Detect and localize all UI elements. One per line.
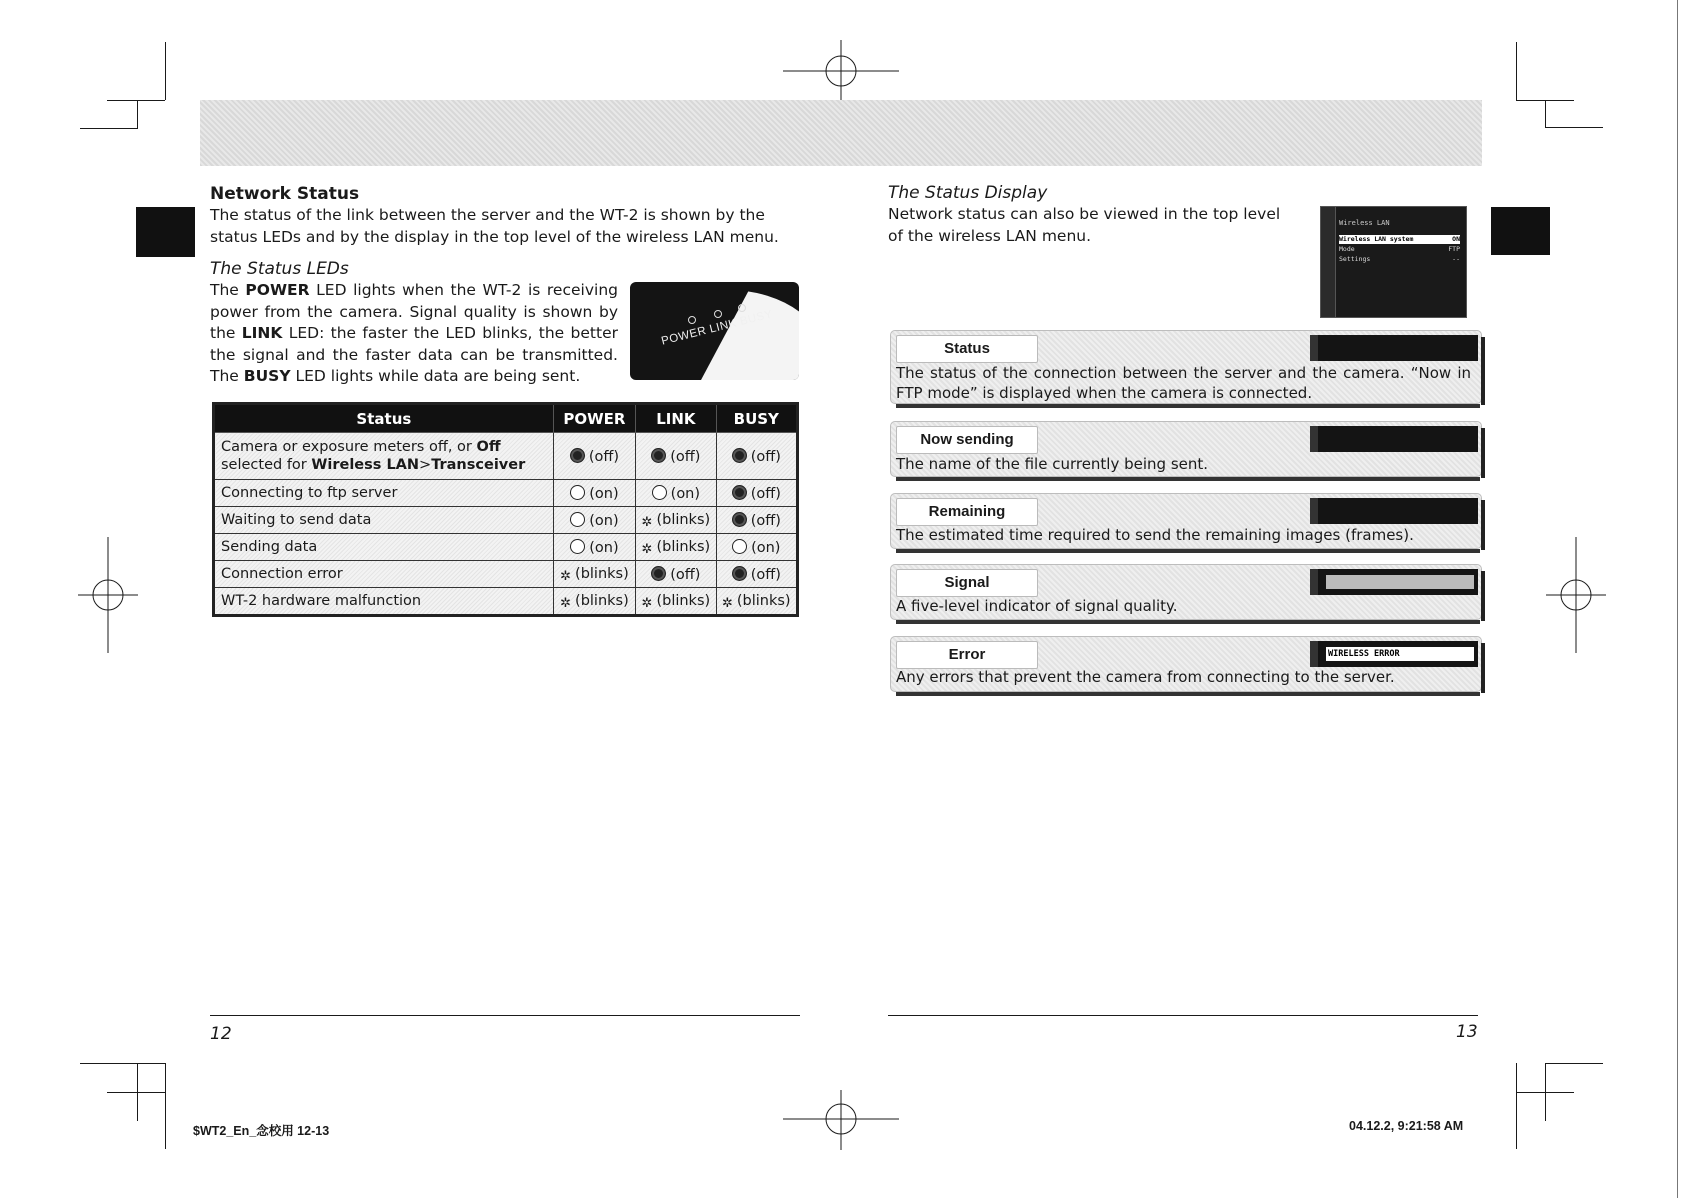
section-tab-right bbox=[1491, 207, 1550, 255]
led-blink-icon: ✲ bbox=[641, 541, 653, 557]
link-cell: (on) bbox=[636, 480, 716, 507]
link-cell: ✲ (blinks) bbox=[636, 534, 716, 561]
led-off-icon bbox=[651, 566, 666, 581]
field-screen bbox=[1310, 335, 1478, 361]
crop-mark bbox=[1516, 1063, 1517, 1149]
row-label: Connecting to ftp server bbox=[214, 480, 554, 507]
print-timestamp: 04.12.2, 9:21:58 AM bbox=[1349, 1119, 1464, 1133]
section-tab-left bbox=[136, 207, 195, 257]
field-label: Status bbox=[896, 335, 1038, 363]
link-cell: (off) bbox=[636, 433, 716, 480]
col-header-status: Status bbox=[214, 404, 554, 433]
table-row bbox=[214, 561, 798, 588]
crop-mark bbox=[165, 42, 166, 100]
status-display-intro: Network status can also be viewed in the top level of the wireless LAN menu. bbox=[888, 205, 1281, 245]
link-cell: ✲ (blinks) bbox=[636, 507, 716, 534]
crop-mark bbox=[80, 128, 138, 129]
led-off-icon bbox=[732, 485, 747, 500]
table-row bbox=[214, 588, 798, 616]
row-label: Waiting to send data bbox=[214, 507, 554, 534]
table-row bbox=[214, 534, 798, 561]
col-header-power: POWER bbox=[553, 404, 635, 433]
power-cell: ✲ (blinks) bbox=[553, 561, 635, 588]
led-on-icon bbox=[652, 485, 667, 500]
field-description: Any errors that prevent the camera from connecting to the server. bbox=[896, 668, 1395, 686]
footer-rule-left bbox=[210, 1015, 800, 1016]
menu-row: Wireless LAN system ON bbox=[1339, 235, 1460, 243]
field-label: Remaining bbox=[896, 498, 1038, 526]
power-cell: (on) bbox=[553, 480, 635, 507]
busy-cell: (off) bbox=[716, 433, 797, 480]
busy-cell: (on) bbox=[716, 534, 797, 561]
menu-row: Mode FTP bbox=[1339, 245, 1460, 253]
led-status-table bbox=[212, 402, 799, 617]
col-header-link: LINK bbox=[636, 404, 716, 433]
network-status-heading: Network Status bbox=[210, 184, 360, 204]
col-header-busy: BUSY bbox=[716, 404, 797, 433]
crop-mark bbox=[137, 100, 138, 128]
row-label: Camera or exposure meters off, or Off selected for Wireless LAN>Transceiver bbox=[214, 433, 554, 480]
crop-mark bbox=[107, 100, 165, 101]
field-description: The status of the connection between the server and the camera. “Now in FTP mode” is displayed when the camera is connected. bbox=[896, 364, 1471, 402]
led-labels: POWER LINK BUSY bbox=[660, 308, 775, 348]
page-edge bbox=[1677, 0, 1678, 1198]
led-on-icon bbox=[570, 539, 585, 554]
row-label: Sending data bbox=[214, 534, 554, 561]
field-shadow bbox=[896, 477, 1480, 481]
led-on-icon bbox=[570, 485, 585, 500]
crop-mark bbox=[107, 1092, 165, 1093]
row-label: Connection error bbox=[214, 561, 554, 588]
field-error bbox=[890, 636, 1480, 698]
field-shadow bbox=[896, 620, 1480, 624]
menu-title: Wireless LAN bbox=[1339, 219, 1390, 227]
led-blink-icon: ✲ bbox=[641, 595, 653, 611]
field-description: The estimated time required to send the remaining images (frames). bbox=[896, 526, 1414, 544]
crop-mark bbox=[1516, 1092, 1574, 1093]
link-led-icon bbox=[714, 310, 722, 318]
device-edge bbox=[630, 290, 799, 380]
status-leds-paragraph: The POWER LED lights when the WT-2 is receiving power from the camera. Signal quality is shown by the LINK LED: the faster the LED blinks, the better the signal and the faster data can be transmitted. The BUSY LED lights while data are being sent. bbox=[210, 281, 618, 385]
led-on-icon bbox=[732, 539, 747, 554]
wireless-lan-menu-screen bbox=[1320, 206, 1467, 318]
field-label: Signal bbox=[896, 569, 1038, 597]
field-screen bbox=[1310, 641, 1478, 667]
busy-cell: (off) bbox=[716, 507, 797, 534]
status-leds-subheading: The Status LEDs bbox=[210, 259, 349, 279]
row-label: WT-2 hardware malfunction bbox=[214, 588, 554, 616]
file-slug: $WT2_En_念校用 12-13 bbox=[193, 1124, 330, 1138]
field-shadow bbox=[896, 692, 1480, 696]
field-signal bbox=[890, 564, 1480, 626]
crop-mark bbox=[1545, 1063, 1603, 1064]
field-shadow bbox=[896, 404, 1480, 408]
power-cell: (on) bbox=[553, 534, 635, 561]
registration-mark-left bbox=[78, 537, 138, 653]
registration-mark-right bbox=[1546, 537, 1606, 653]
signal-meter bbox=[1326, 575, 1474, 589]
field-label: Error bbox=[896, 641, 1038, 669]
led-off-icon bbox=[732, 512, 747, 527]
field-status bbox=[890, 330, 1480, 410]
registration-mark-top bbox=[783, 40, 899, 100]
busy-led-icon bbox=[738, 304, 746, 312]
power-cell: (off) bbox=[553, 433, 635, 480]
error-message: WIRELESS ERROR bbox=[1326, 647, 1474, 661]
registration-mark-bottom bbox=[783, 1090, 899, 1150]
busy-cell: ✲ (blinks) bbox=[716, 588, 797, 616]
crop-mark bbox=[1545, 100, 1546, 128]
table-row bbox=[214, 433, 798, 480]
table-header-row bbox=[214, 404, 798, 433]
footer-rule-right bbox=[888, 1015, 1478, 1016]
field-label: Now sending bbox=[896, 426, 1038, 454]
busy-cell: (off) bbox=[716, 561, 797, 588]
crop-mark bbox=[1545, 127, 1603, 128]
link-cell: (off) bbox=[636, 561, 716, 588]
field-screen bbox=[1310, 498, 1478, 524]
table-row bbox=[214, 480, 798, 507]
status-display-subheading: The Status Display bbox=[888, 183, 1048, 203]
link-cell: ✲ (blinks) bbox=[636, 588, 716, 616]
led-blink-icon: ✲ bbox=[641, 514, 653, 530]
field-description: A five-level indicator of signal quality. bbox=[896, 597, 1178, 615]
menu-sidebar bbox=[1321, 207, 1336, 317]
field-screen bbox=[1310, 569, 1478, 595]
power-cell: ✲ (blinks) bbox=[553, 588, 635, 616]
led-on-icon bbox=[570, 512, 585, 527]
network-status-intro: The status of the link between the server and the WT-2 is shown by the status LEDs and by the display in the top level of the wireless LAN menu. bbox=[210, 206, 779, 246]
led-blink-icon: ✲ bbox=[560, 595, 572, 611]
page-number-right: 13 bbox=[1456, 1022, 1478, 1042]
field-screen bbox=[1310, 426, 1478, 452]
busy-cell: (off) bbox=[716, 480, 797, 507]
led-off-icon bbox=[732, 566, 747, 581]
header-band bbox=[200, 100, 1482, 166]
page-number-left: 12 bbox=[210, 1024, 232, 1044]
crop-mark bbox=[1516, 42, 1517, 100]
field-shadow bbox=[896, 549, 1480, 553]
crop-mark bbox=[165, 1063, 166, 1149]
led-off-icon bbox=[570, 448, 585, 463]
power-led-icon bbox=[688, 316, 696, 324]
menu-row: Settings -- bbox=[1339, 255, 1460, 263]
table-row bbox=[214, 507, 798, 534]
power-cell: (on) bbox=[553, 507, 635, 534]
crop-mark bbox=[80, 1063, 165, 1064]
wt2-led-photo bbox=[630, 282, 799, 380]
field-now-sending bbox=[890, 421, 1480, 483]
field-description: The name of the file currently being sent. bbox=[896, 455, 1209, 473]
led-off-icon bbox=[732, 448, 747, 463]
led-blink-icon: ✲ bbox=[721, 595, 733, 611]
led-off-icon bbox=[651, 448, 666, 463]
field-remaining bbox=[890, 493, 1480, 555]
led-blink-icon: ✲ bbox=[560, 568, 572, 584]
